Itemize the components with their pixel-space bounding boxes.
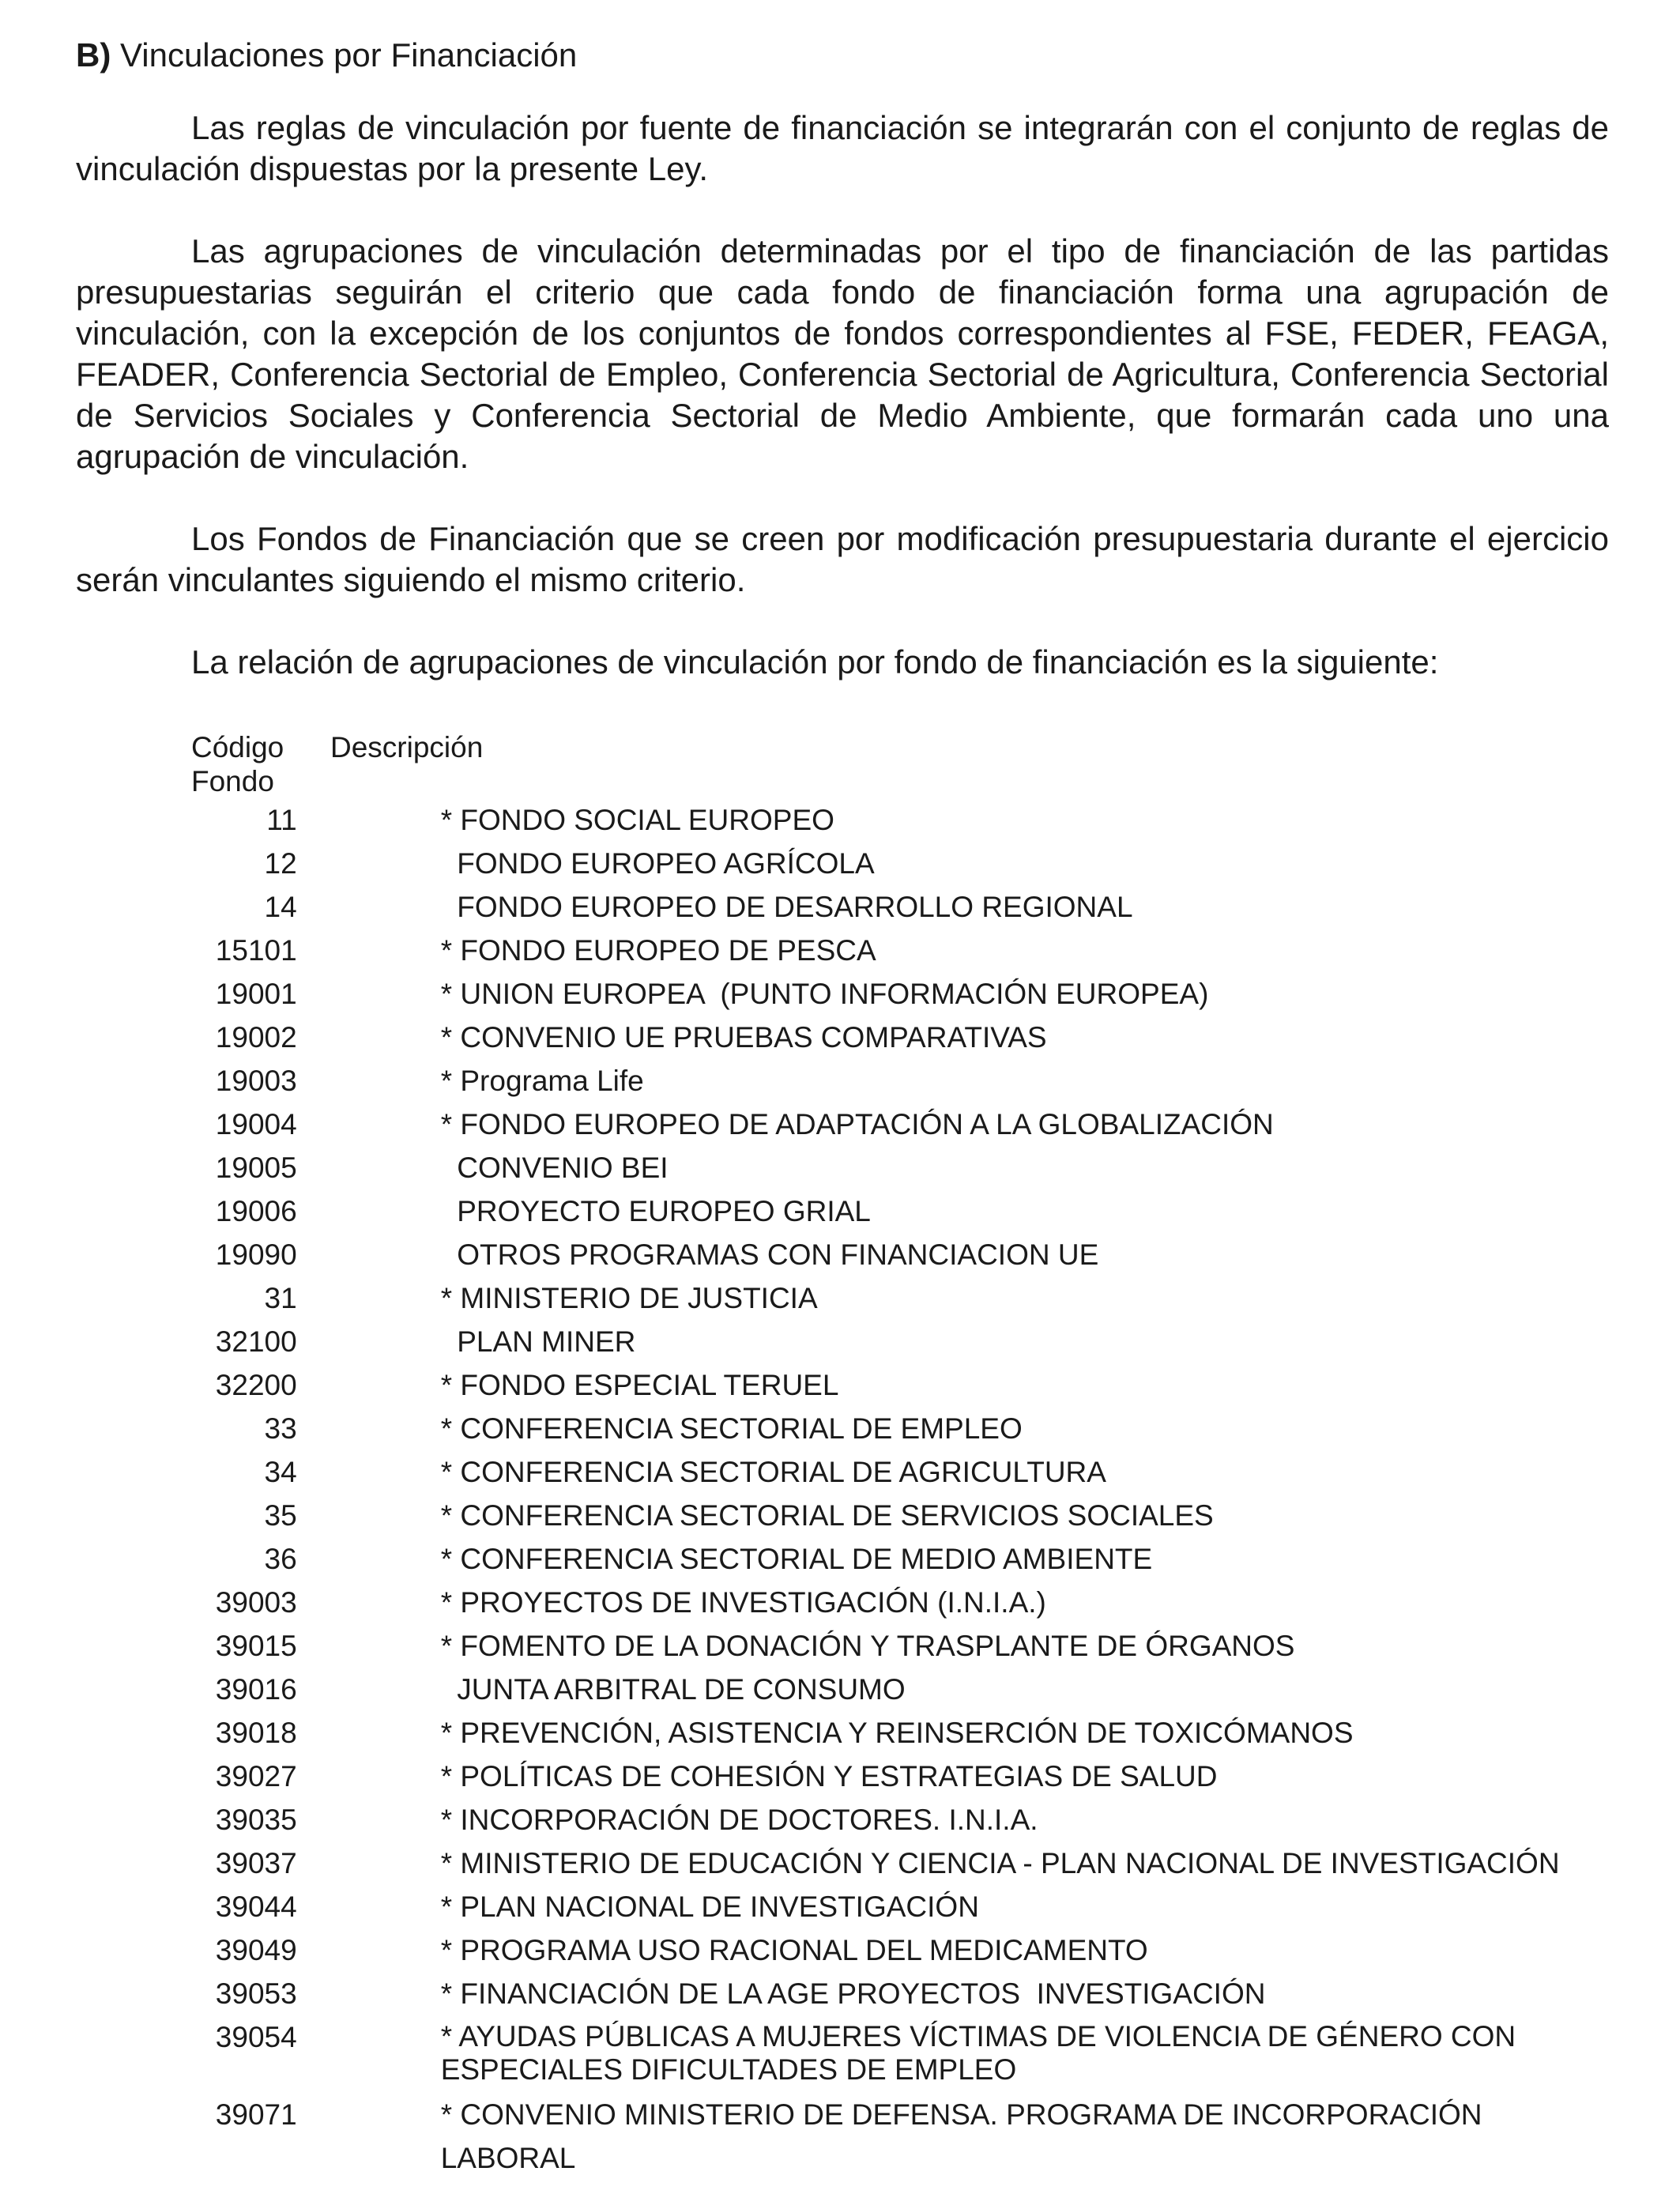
fund-code: 19090 bbox=[215, 1238, 297, 1271]
fund-code: 39037 bbox=[215, 1847, 297, 1879]
fund-description: * FONDO ESPECIAL TERUEL bbox=[440, 1369, 839, 1401]
fund-code: 19004 bbox=[215, 1108, 297, 1140]
table-row bbox=[76, 1407, 1609, 1450]
fund-code: 19005 bbox=[215, 1152, 297, 1184]
fund-description: FONDO EUROPEO AGRÍCOLA bbox=[440, 847, 875, 880]
paragraph-1: Las reglas de vinculación por fuente de financiación se integrarán con el conjunto de reglas de vinculación dispuestas por la presente Ley. bbox=[76, 109, 1609, 187]
fund-code: 32200 bbox=[215, 1369, 297, 1401]
fund-code: 33 bbox=[264, 1412, 297, 1445]
fund-code: 12 bbox=[264, 847, 297, 880]
table-row bbox=[76, 972, 1609, 1016]
fund-description: * Programa Life bbox=[440, 1065, 644, 1097]
table-row bbox=[76, 1146, 1609, 1189]
fund-description: * PROGRAMA USO RACIONAL DEL MEDICAMENTO bbox=[440, 1934, 1148, 1966]
table-row bbox=[76, 2015, 1609, 2093]
table-header bbox=[76, 730, 1609, 798]
fund-description: JUNTA ARBITRAL DE CONSUMO bbox=[440, 1673, 906, 1706]
fund-code: 19002 bbox=[215, 1021, 297, 1054]
table-row bbox=[76, 1189, 1609, 1233]
table-row bbox=[76, 1363, 1609, 1407]
fund-code: 39015 bbox=[215, 1630, 297, 1662]
table-row bbox=[76, 1059, 1609, 1103]
table-row bbox=[76, 1537, 1609, 1581]
table-row bbox=[76, 798, 1609, 842]
fund-code: 39035 bbox=[215, 1804, 297, 1836]
fund-description: PLAN MINER bbox=[440, 1325, 636, 1358]
fund-code: 39071 bbox=[215, 2098, 297, 2131]
fund-description: * FINANCIACIÓN DE LA AGE PROYECTOS INVESTIGACIÓN bbox=[440, 1977, 1266, 2010]
table-row bbox=[76, 1928, 1609, 1972]
table-row bbox=[76, 1016, 1609, 1059]
table-row bbox=[76, 1276, 1609, 1320]
fund-code: 39018 bbox=[215, 1717, 297, 1749]
section-letter: B) bbox=[76, 36, 111, 74]
fund-description: * MINISTERIO DE JUSTICIA bbox=[440, 1282, 818, 1314]
fund-code: 39027 bbox=[215, 1760, 297, 1793]
fund-description: * CONFERENCIA SECTORIAL DE AGRICULTURA bbox=[440, 1456, 1106, 1488]
fund-code: 39044 bbox=[215, 1891, 297, 1923]
section-heading bbox=[76, 35, 1609, 76]
paragraph-4: La relación de agrupaciones de vinculación por fondo de financiación es la siguiente: bbox=[191, 643, 1439, 680]
fund-description: * PLAN NACIONAL DE INVESTIGACIÓN bbox=[440, 1891, 979, 1923]
fund-description: * POLÍTICAS DE COHESIÓN Y ESTRATEGIAS DE SALUD bbox=[440, 1760, 1218, 1793]
fund-code: 32100 bbox=[215, 1325, 297, 1358]
paragraph-3: Los Fondos de Financiación que se creen por modificación presupuestaria durante el ejercicio serán vinculantes siguiendo el mismo criterio. bbox=[76, 520, 1609, 598]
table-row bbox=[76, 929, 1609, 972]
fund-code: 14 bbox=[264, 891, 297, 923]
fund-code: 34 bbox=[264, 1456, 297, 1488]
funds-table bbox=[76, 730, 1609, 2180]
fund-description: * PROYECTOS DE INVESTIGACIÓN (I.N.I.A.) bbox=[440, 1586, 1046, 1619]
table-row bbox=[76, 1320, 1609, 1363]
fund-code: 39049 bbox=[215, 1934, 297, 1966]
fund-description: * CONFERENCIA SECTORIAL DE MEDIO AMBIENTE bbox=[440, 1543, 1153, 1575]
fund-description: PROYECTO EUROPEO GRIAL bbox=[440, 1195, 871, 1227]
fund-code: 19006 bbox=[215, 1195, 297, 1227]
fund-description: CONVENIO BEI bbox=[440, 1152, 669, 1184]
paragraph-2: Las agrupaciones de vinculación determinadas por el tipo de financiación de las partidas presupuestarias seguirán el criterio que cada fondo de financiación forma una agrupación de vinculación, con la excepción de los conjuntos de fondos correspondientes al FSE, FEDER, FEAGA, FEADER, Conferencia Sectorial de Empleo, Conferencia Sectorial de Agricultura, Conferencia Sectorial de Servicios Sociales y Conferencia Sectorial de Medio Ambiente, que formarán cada uno una agrupación de vinculación. bbox=[76, 232, 1609, 475]
header-description: Descripción bbox=[330, 731, 484, 763]
table-row bbox=[76, 1581, 1609, 1624]
table-row bbox=[76, 1668, 1609, 1711]
table-row bbox=[76, 1494, 1609, 1537]
section-title: Vinculaciones por Financiación bbox=[120, 36, 578, 74]
fund-description: FONDO EUROPEO DE DESARROLLO REGIONAL bbox=[440, 891, 1133, 923]
fund-description: OTROS PROGRAMAS CON FINANCIACION UE bbox=[440, 1238, 1099, 1271]
table-row bbox=[76, 1233, 1609, 1276]
fund-description: * FONDO SOCIAL EUROPEO bbox=[440, 804, 834, 836]
fund-code: 39053 bbox=[215, 1977, 297, 2010]
table-row bbox=[76, 885, 1609, 929]
fund-code: 35 bbox=[264, 1499, 297, 1532]
table-row bbox=[76, 2093, 1609, 2180]
fund-description: * FOMENTO DE LA DONACIÓN Y TRASPLANTE DE ÓRGANOS bbox=[440, 1630, 1295, 1662]
fund-code: 19003 bbox=[215, 1065, 297, 1097]
table-row bbox=[76, 1450, 1609, 1494]
fund-description: * CONFERENCIA SECTORIAL DE EMPLEO bbox=[440, 1412, 1023, 1445]
document-page bbox=[76, 35, 1609, 2180]
fund-description: * CONVENIO UE PRUEBAS COMPARATIVAS bbox=[440, 1021, 1047, 1054]
table-row bbox=[76, 1711, 1609, 1755]
table-row bbox=[76, 1885, 1609, 1928]
table-row bbox=[76, 1842, 1609, 1885]
fund-code: 15101 bbox=[215, 934, 297, 967]
fund-code: 31 bbox=[264, 1282, 297, 1314]
header-code: Código Fondo bbox=[191, 731, 284, 797]
fund-description: * UNION EUROPEA (PUNTO INFORMACIÓN EUROPEA) bbox=[440, 978, 1209, 1010]
table-row bbox=[76, 1972, 1609, 2015]
fund-description: * CONFERENCIA SECTORIAL DE SERVICIOS SOCIALES bbox=[440, 1499, 1214, 1532]
fund-description: * CONVENIO MINISTERIO DE DEFENSA. PROGRAMA DE INCORPORACIÓN LABORAL bbox=[440, 2098, 1490, 2174]
table-body bbox=[76, 798, 1609, 2180]
fund-code: 19001 bbox=[215, 978, 297, 1010]
fund-description: * AYUDAS PÚBLICAS A MUJERES VÍCTIMAS DE VIOLENCIA DE GÉNERO CON ESPECIALES DIFICULTADES DE EMPLEO bbox=[440, 2020, 1524, 2086]
fund-code: 11 bbox=[266, 804, 297, 836]
fund-description: * PREVENCIÓN, ASISTENCIA Y REINSERCIÓN DE TOXICÓMANOS bbox=[440, 1717, 1354, 1749]
fund-description: * INCORPORACIÓN DE DOCTORES. I.N.I.A. bbox=[440, 1804, 1038, 1836]
table-row bbox=[76, 1755, 1609, 1798]
fund-code: 39003 bbox=[215, 1586, 297, 1619]
fund-code: 39054 bbox=[215, 2021, 297, 2053]
fund-description: * MINISTERIO DE EDUCACIÓN Y CIENCIA - PLAN NACIONAL DE INVESTIGACIÓN bbox=[440, 1847, 1560, 1879]
table-row bbox=[76, 1103, 1609, 1146]
table-row bbox=[76, 1798, 1609, 1842]
fund-code: 39016 bbox=[215, 1673, 297, 1706]
fund-description: * FONDO EUROPEO DE ADAPTACIÓN A LA GLOBALIZACIÓN bbox=[440, 1108, 1274, 1140]
fund-description: * FONDO EUROPEO DE PESCA bbox=[440, 934, 876, 967]
table-row bbox=[76, 1624, 1609, 1668]
fund-code: 36 bbox=[264, 1543, 297, 1575]
table-row bbox=[76, 842, 1609, 885]
